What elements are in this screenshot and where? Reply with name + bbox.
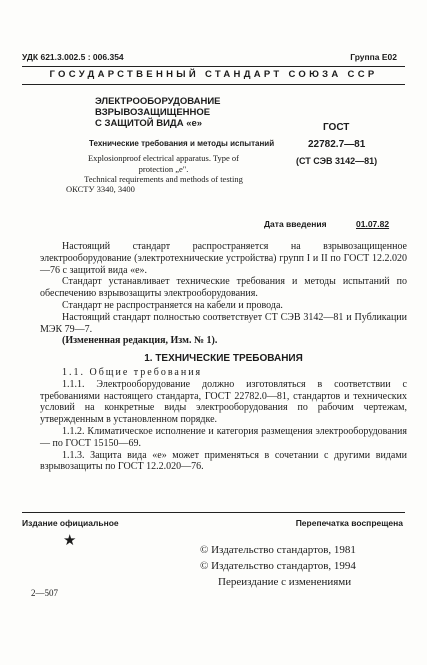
top-rule — [22, 66, 405, 67]
effective-date-value: 01.07.82 — [356, 219, 390, 229]
section-heading: 1. ТЕХНИЧЕСКИЕ ТРЕБОВАНИЯ — [144, 353, 303, 365]
official-edition-label: Издание официальное — [22, 518, 119, 528]
paragraph-requirements: Стандарт устанавливает технические требования и методы испытаний по обеспечению взрывозащиты электрооборудования. — [40, 276, 407, 300]
paragraph-1-1-2: 1.1.2. Климатическое исполнение и категория размещения электрооборудования — по ГОСТ 15150—69. — [40, 425, 407, 449]
paragraph-1-1-1: 1.1.1. Электрооборудование должно изготовляться в соответствии с требованиями настоящего стандарта, ГОСТ 22782.0—81, стандартов и технических условий на конкретные виды электрооборудования по рабочим чертежам, утвержденным в установленном порядке. — [40, 378, 407, 426]
gost-number: 22782.7—81 — [308, 139, 366, 150]
title-rule — [22, 84, 405, 85]
page-code: 2—507 — [31, 588, 58, 598]
paragraph-1-1-3: 1.1.3. Защита вида «е» может применяться в сочетании с другими видами взрывозащиты по ГОСТ 12.2.020—76. — [40, 449, 407, 473]
subsection-heading: 1.1. Общие требования — [62, 366, 203, 378]
paragraph-scope: Настоящий стандарт распространяется на взрывозащищенное электрооборудование (электротехнические устройства) групп I и II по ГОСТ 12.2.020—76 с защитой вида «е». — [40, 241, 407, 276]
paragraph-exclusions: Стандарт не распространяется на кабели и провода. — [62, 299, 283, 311]
gost-label: ГОСТ — [323, 122, 350, 133]
title-line-1: ЭЛЕКТРООБОРУДОВАНИЕ — [95, 96, 221, 107]
english-title-line-3: Technical requirements and methods of testing — [84, 174, 243, 184]
copyright-1994: © Издательство стандартов, 1994 — [200, 560, 356, 572]
standard-title: ГОСУДАРСТВЕННЫЙ СТАНДАРТ СОЮЗА ССР — [49, 69, 378, 80]
title-line-3: С ЗАЩИТОЙ ВИДА «е» — [95, 118, 203, 129]
gost-sev-number: (СТ СЭВ 3142—81) — [296, 156, 378, 166]
okstu-code: ОКСТУ 3340, 3400 — [66, 184, 135, 194]
document-subtitle: Технические требования и методы испытаний — [89, 139, 275, 148]
copyright-1981: © Издательство стандартов, 1981 — [200, 544, 356, 556]
reissue-note: Переиздание с изменениями — [218, 576, 352, 588]
english-title-line-1: Explosionproof electrical apparatus. Type of — [87, 153, 240, 163]
star-icon: ★ — [63, 533, 77, 549]
paragraph-amendment-note: (Измененная редакция, Изм. № 1). — [62, 335, 218, 347]
group-code: Группа Е02 — [350, 52, 397, 62]
document-body — [40, 241, 407, 473]
effective-date-label: Дата введения — [264, 219, 327, 229]
english-title — [66, 153, 261, 185]
document-title — [95, 96, 221, 129]
paragraph-compliance: Настоящий стандарт полностью соответствует СТ СЭВ 3142—81 и Публикации МЭК 79—7. — [40, 311, 407, 335]
english-title-line-2: protection „e". — [138, 163, 189, 174]
footer-rule — [22, 512, 405, 513]
copyright-block — [200, 542, 356, 590]
udk-code: УДК 621.3.002.5 : 006.354 — [22, 52, 124, 62]
reprint-prohibited-label: Перепечатка воспрещена — [295, 518, 403, 528]
title-line-2: ВЗРЫВОЗАЩИЩЕННОЕ — [95, 107, 211, 118]
